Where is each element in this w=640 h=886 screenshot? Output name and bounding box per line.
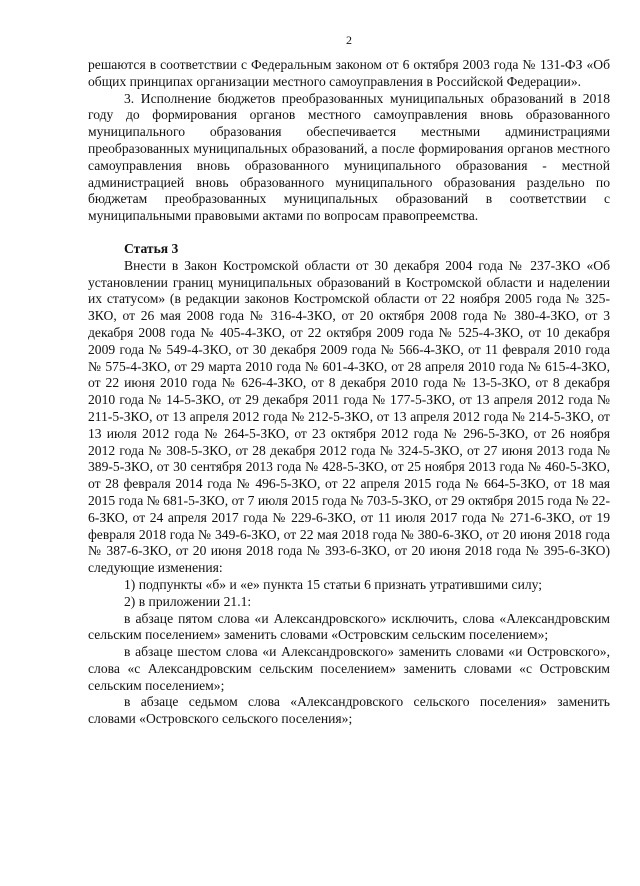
sub-item-paragraph-6: в абзаце шестом слова «и Александровского» заменить словами «и Островского», слова «с Александровским сельским поселением» заменить словами «с Островским сельским поселением»;	[88, 644, 610, 693]
sub-item-paragraph-7: в абзаце седьмом слова «Александровского сельского поселения» заменить словами «Островского сельского поселения»;	[88, 694, 610, 727]
document-body	[88, 57, 610, 728]
paragraph-continuation: решаются в соответствии с Федеральным законом от 6 октября 2003 года № 131-ФЗ «Об общих принципах организации местного самоуправления в Российской Федерации».	[88, 57, 610, 89]
sub-item-paragraph-5: в абзаце пятом слова «и Александровского» исключить, слова «Александровским сельским поселением» заменить словами «Островским сельским поселением»;	[88, 610, 610, 643]
paragraph-article-3: Внести в Закон Костромской области от 30 декабря 2004 года № 237-ЗКО «Об установлении границ муниципальных образований в Костромской области и наделении их статусом» (в редакции законов Костромской области от 22 ноября 2005 года № 325-ЗКО, от 26 мая 2008 года № 316-4-ЗКО, от 20 октября 2008 года № 380-4-ЗКО, от 3 декабря 2008 года № 405-4-ЗКО, от 22 октября 2009 года № 525-4-ЗКО, от 10 декабря 2009 года № 549-4-ЗКО, от 30 декабря 2009 года № 566-4-ЗКО, от 11 февраля 2010 года № 575-4-ЗКО, от 29 марта 2010 года № 601-4-ЗКО, от 28 апреля 2010 года № 615-4-ЗКО, от 22 июня 2010 года № 626-4-ЗКО, от 8 декабря 2010 года № 13-5-ЗКО, от 8 декабря 2010 года № 14-5-ЗКО, от 29 декабря 2011 года № 177-5-ЗКО, от 13 апреля 2012 года № 211-5-ЗКО, от 13 апреля 2012 года № 212-5-ЗКО, от 13 апреля 2012 года № 214-5-ЗКО, от 13 июля 2012 года № 264-5-ЗКО, от 23 октября 2012 года № 296-5-ЗКО, от 26 ноября 2012 года № 308-5-ЗКО, от 28 декабря 2012 года № 324-5-ЗКО, от 27 июня 2013 года № 389-5-ЗКО, от 30 сентября 2013 года № 428-5-ЗКО, от 25 ноября 2013 года № 460-5-ЗКО, от 28 февраля 2014 года № 496-5-ЗКО, от 22 апреля 2015 года № 664-5-ЗКО, от 18 мая 2015 года № 681-5-ЗКО, от 7 июля 2015 года № 703-5-ЗКО, от 29 октября 2015 года № 22-6-ЗКО, от 24 апреля 2017 года № 229-6-ЗКО, от 11 июля 2017 года № 271-6-ЗКО, от 19 февраля 2018 года № 349-6-ЗКО, от 22 мая 2018 года № 380-6-ЗКО, от 20 июня 2018 года № 387-6-ЗКО, от 20 июня 2018 года № 393-6-ЗКО, от 20 июня 2018 года № 395-6-ЗКО) следующие изменения:	[88, 257, 610, 576]
paragraph-gap	[88, 225, 610, 241]
page-number: 2	[346, 33, 352, 47]
list-item-2: 2) в приложении 21.1:	[124, 593, 252, 609]
paragraph-point-3: 3. Исполнение бюджетов преобразованных муниципальных образований в 2018 году до формирования органов местного самоуправления вновь образованного муниципального образования обеспечивается местными администрациями преобразованных муниципальных образований, а после формирования органов местного самоуправления вновь образованного муниципального образования - местной администрацией вновь образованного муниципального образования раздельно по бюджетам преобразованных муниципальных образований в соответствии с муниципальными правовыми актами по вопросам правопреемства.	[88, 90, 610, 224]
list-item-1: 1) подпункты «б» и «е» пункта 15 статьи 6 признать утратившими силу;	[124, 576, 543, 592]
article-heading: Статья 3	[124, 240, 179, 256]
